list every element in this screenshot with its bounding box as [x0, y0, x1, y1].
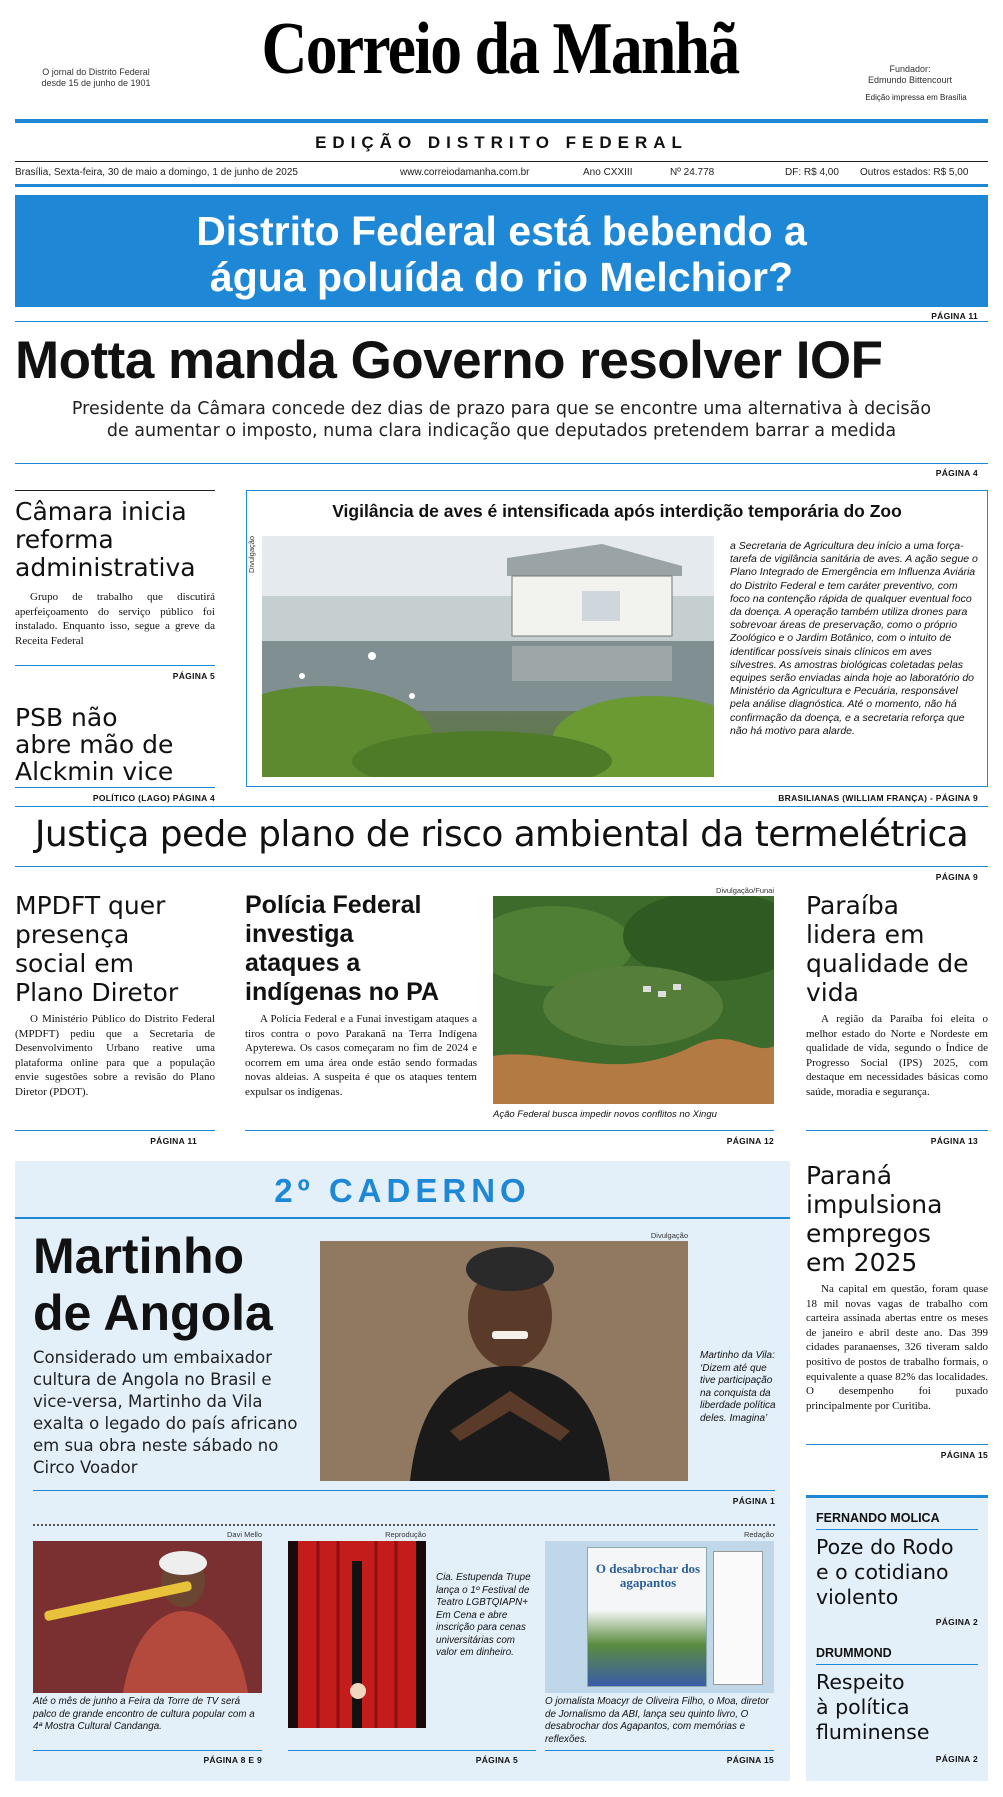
paraiba-headline-line2: lidera em	[806, 920, 925, 949]
masthead-tagline-line1: O jornal do Distrito Federal	[42, 67, 150, 77]
item3-page-ref[interactable]: PÁGINA 15	[726, 1755, 774, 1765]
justica-page-ref[interactable]: PÁGINA 9	[935, 872, 978, 882]
price-df: DF: R$ 4,00	[785, 167, 839, 178]
justica-headline[interactable]: Justiça pede plano de risco ambiental da termelétrica	[34, 814, 969, 855]
pf-headline[interactable]	[245, 891, 485, 1007]
justica-rule	[15, 866, 988, 867]
item1-page-ref[interactable]: PÁGINA 8 E 9	[203, 1755, 262, 1765]
caderno-main-rule	[33, 1490, 775, 1491]
zoo-body: a Secretaria de Agricultura deu início a uma força-tarefa de vigilância sanitária de aves. A ação segue o Plano Integrado de Emergência em Influenza Aviária do Distrito Federal e tem caráter preventivo, com foco na contenção rápida de qualquer eventual foco da doença. A operação também utiliza drones para sobrevoar áreas de preservação, como o próprio Zoológico e o Jardim Botânico, com o intuito de identificar possíveis sinais clínicos em aves silvestres. As amostras biológicas coletadas pelas equipes serão enviadas ainda hoje ao laboratório do Ministério da Agricultura e Pecuária, responsável pela análise diagnóstica. Até o momento, não há confirmação da doença, e a secretaria reforça que não há motivo para alarde.	[730, 540, 978, 737]
pf-photo-credit: Divulgação/Funai	[716, 886, 774, 895]
lead-page-ref[interactable]: PÁGINA 4	[935, 468, 978, 478]
column1-page-ref[interactable]: PÁGINA 2	[935, 1617, 978, 1627]
psb-headline-line3: Alckmin vice	[15, 757, 174, 786]
item3-book-title: O desabrochar dos agapantos	[595, 1561, 701, 1590]
item2-page-ref[interactable]: PÁGINA 5	[475, 1755, 518, 1765]
pf-body: A Polícia Federal e a Funai investigam ataques a tiros contra o povo Parakanã na Terra Indígena Apyterewa. Os casos começaram no fim de 2024 e ocorrem em uma área onde estão sendo formadas novas aldeias. A suspeita é que os ataques tentem expulsar os indígenas.	[245, 1013, 477, 1098]
mpdft-page-ref[interactable]: PÁGINA 11	[150, 1136, 197, 1146]
column1-author-rule	[816, 1529, 978, 1530]
martinho-headline-line2: de Angola	[33, 1285, 273, 1341]
column2-page-ref[interactable]: PÁGINA 2	[935, 1754, 978, 1764]
item3-book-cover	[587, 1547, 707, 1687]
column2-headline-line2: à política	[816, 1695, 910, 1719]
psb-page-ref[interactable]: POLÍTICO (LAGO) PÁGINA 4	[92, 793, 215, 803]
item3-book-pages	[713, 1551, 763, 1685]
parana-headline-line2: impulsiona	[806, 1190, 943, 1219]
mpdft-headline-line4: Plano Diretor	[15, 978, 179, 1007]
pf-photo[interactable]	[493, 896, 774, 1104]
item3-photo[interactable]	[545, 1541, 774, 1693]
column1-author: FERNANDO MOLICA	[816, 1511, 940, 1525]
caderno-dotted-divider	[33, 1524, 775, 1526]
date-rule	[15, 184, 988, 187]
masthead-tagline	[26, 67, 166, 89]
camara-body: Grupo de trabalho que discutirá aperfeiçoamento do serviço público foi instalado. Enquanto isso, segue a greve da Receita Federal	[15, 591, 215, 647]
camara-headline-line3: administrativa	[15, 553, 196, 582]
banner-rule	[15, 321, 988, 322]
masthead-rule-top	[15, 119, 988, 123]
caderno-label-rule	[15, 1217, 790, 1219]
print-edition-note: Edição impressa em Brasília	[865, 93, 967, 102]
mpdft-headline-line3: social em	[15, 949, 134, 978]
pf-page-ref[interactable]: PÁGINA 12	[726, 1136, 774, 1146]
justica-top-rule	[15, 806, 988, 807]
edition-rule	[15, 161, 988, 162]
lead-subhead-line2: de aumentar o imposto, numa clara indicação que deputados pretendem barrar a medida	[106, 421, 897, 441]
date-line	[15, 167, 988, 181]
martinho-photo[interactable]	[320, 1241, 688, 1481]
column1-headline-line2: e o cotidiano	[816, 1560, 949, 1584]
item2-photo-illustration	[288, 1541, 426, 1728]
columns-top-rule	[806, 1495, 988, 1498]
paraiba-page-ref[interactable]: PÁGINA 13	[930, 1136, 978, 1146]
psb-headline-line1: PSB não	[15, 703, 118, 732]
camara-rule	[15, 665, 215, 666]
parana-headline-line1: Paraná	[806, 1161, 893, 1190]
masthead-tagline-line2: desde 15 de junho de 1901	[41, 78, 151, 88]
pf-headline-line1: Polícia Federal	[245, 891, 422, 919]
column2-author-rule	[816, 1664, 978, 1665]
zoo-photo-credit: Divulgação	[247, 535, 256, 573]
martinho-photo-caption: Martinho da Vila: ‘Dizem até que tive participação na conquista da liberdade política deles. Imagina’	[700, 1350, 776, 1424]
issue-number: Nº 24.778	[670, 167, 715, 178]
item2-caption: Cia. Estupenda Trupe lança o 1º Festival de Teatro LGBTQIAPN+ Em Cena e abre inscrição para cenas universitárias com valor em dinheiro.	[436, 1572, 531, 1658]
zoo-photo-illustration	[262, 536, 714, 777]
lead-headline[interactable]: Motta manda Governo resolver IOF	[15, 331, 883, 390]
camara-top-rule	[15, 490, 215, 491]
parana-headline-line4: em 2025	[806, 1248, 918, 1277]
pf-rule	[245, 1130, 774, 1131]
founder-label: Fundador:	[889, 64, 931, 74]
edition-label: EDIÇÃO DISTRITO FEDERAL	[315, 133, 688, 152]
psb-headline-line2: abre mão de	[15, 730, 174, 759]
paraiba-rule	[806, 1130, 988, 1131]
martinho-photo-illustration	[320, 1241, 688, 1481]
mpdft-headline-line2: presença	[15, 920, 130, 949]
zoo-headline[interactable]: Vigilância de aves é intensificada após interdição temporária do Zoo	[332, 501, 902, 521]
pf-headline-line3: ataques a	[245, 949, 361, 977]
banner-headline-line2: água poluída do rio Melchior?	[209, 254, 794, 300]
zoo-photo[interactable]	[262, 536, 714, 777]
zoo-page-ref[interactable]: BRASILIANAS (WILLIAM FRANÇA) - PÁGINA 9	[778, 793, 978, 803]
column2-headline-line3: fluminense	[816, 1720, 930, 1744]
martinho-dek: Considerado um embaixador cultura de Angola no Brasil e vice-versa, Martinho da Vila exalta o legado do país africano em sua obra neste sábado no Circo Voador	[33, 1348, 298, 1477]
website-link[interactable]: www.correiodamanha.com.br	[400, 167, 530, 178]
camara-page-ref[interactable]: PÁGINA 5	[172, 671, 215, 681]
item2-photo-credit: Reprodução	[385, 1530, 426, 1539]
martinho-headline-line1: Martinho	[33, 1228, 245, 1284]
lead-rule	[15, 463, 988, 464]
founder-name: Edmundo Bittencourt	[867, 75, 953, 85]
banner-box[interactable]	[15, 195, 988, 307]
parana-rule	[806, 1444, 988, 1445]
banner-headline-line1: Distrito Federal está bebendo a	[196, 208, 807, 254]
item2-photo[interactable]	[288, 1541, 426, 1728]
paraiba-headline-line1: Paraíba	[806, 891, 900, 920]
psb-rule	[15, 787, 215, 788]
psb-headline[interactable]	[15, 704, 220, 785]
martinho-photo-credit: Divulgação	[650, 1231, 688, 1240]
martinho-headline[interactable]	[33, 1228, 323, 1342]
mpdft-headline[interactable]	[15, 891, 220, 1007]
martinho-page-ref[interactable]: PÁGINA 1	[732, 1496, 775, 1506]
mpdft-headline-line1: MPDFT quer	[15, 891, 166, 920]
mpdft-rule	[15, 1130, 215, 1131]
item1-caption: Até o mês de junho a Feira da Torre de TV será palco de grande encontro de cultura popular com a 4ª Mostra Cultural Candanga.	[33, 1696, 255, 1732]
year-label: Ano CXXIII	[583, 167, 633, 178]
item3-caption: O jornalista Moacyr de Oliveira Filho, o Moa, diretor de Jornalismo da ABI, lança seu quinto livro, O desabrochar dos Agapantos, com memórias e reflexões.	[545, 1696, 769, 1745]
pf-photo-illustration	[493, 896, 774, 1104]
column1-headline-line1: Poze do Rodo	[816, 1535, 954, 1559]
camara-headline-line2: reforma	[15, 525, 114, 554]
column2-author: DRUMMOND	[816, 1646, 892, 1660]
column1-headline-line3: violento	[816, 1585, 899, 1609]
item1-photo-illustration	[33, 1541, 262, 1693]
paraiba-headline-line4: vida	[806, 978, 859, 1007]
price-other: Outros estados: R$ 5,00	[860, 167, 969, 178]
column2-headline-line1: Respeito	[816, 1670, 905, 1694]
item3-photo-credit: Redação	[743, 1530, 774, 1539]
parana-page-ref[interactable]: PÁGINA 15	[940, 1450, 988, 1460]
date-text: Brasília, Sexta-feira, 30 de maio a domingo, 1 de junho de 2025	[15, 167, 298, 178]
item2-rule	[288, 1750, 536, 1751]
pf-photo-caption: Ação Federal busca impedir novos conflitos no Xingu	[493, 1109, 717, 1120]
column1-headline[interactable]	[816, 1535, 986, 1610]
camara-headline[interactable]	[15, 498, 220, 582]
banner-page-ref[interactable]: PÁGINA 11	[931, 311, 978, 321]
pf-headline-line4: indígenas no PA	[245, 978, 439, 1006]
masthead-title[interactable]: Correio da Manhã	[261, 8, 739, 90]
paraiba-headline-line3: qualidade de	[806, 949, 969, 978]
lead-subhead-line1: Presidente da Câmara concede dez dias de prazo para que se encontre uma alternativa à decisão	[71, 399, 932, 419]
camara-headline-line1: Câmara inicia	[15, 497, 187, 526]
paraiba-body: A região da Paraíba foi eleita o melhor estado do Norte e Nordeste em qualidade de vida, segundo o Índice de Progresso Social (IPS) 2025, com destaque em necessidades básicas como saúde, moradia e segurança.	[806, 1013, 988, 1098]
item3-rule	[545, 1750, 774, 1751]
paraiba-headline[interactable]	[806, 891, 991, 1007]
mpdft-body: O Ministério Público do Distrito Federal (MPDFT) pediu que a Secretaria de Desenvolvimento Urbano reative uma plataforma online para que a população envie sugestões sobre a revisão do Plano Diretor (PDOT).	[15, 1013, 215, 1098]
masthead-founder	[840, 64, 980, 86]
item1-photo[interactable]	[33, 1541, 262, 1693]
item1-rule	[33, 1750, 262, 1751]
pf-headline-line2: investiga	[245, 920, 354, 948]
item1-photo-credit: Davi Mello	[226, 1530, 262, 1539]
parana-headline-line3: empregos	[806, 1219, 931, 1248]
parana-headline[interactable]	[806, 1161, 991, 1277]
caderno-label[interactable]: 2º CADERNO	[274, 1172, 531, 1209]
parana-body: Na capital em questão, foram quase 18 mil novas vagas de trabalho com carteira assinada abertas entre os meses de janeiro e abril deste ano. Das 399 cidades paranaenses, 326 tiveram saldo positivo de postos de trabalho formais, o equivalente a quase 82% das localidades. O desempenho foi puxado principalmente por Curitiba.	[806, 1283, 988, 1412]
column2-headline[interactable]	[816, 1670, 986, 1745]
